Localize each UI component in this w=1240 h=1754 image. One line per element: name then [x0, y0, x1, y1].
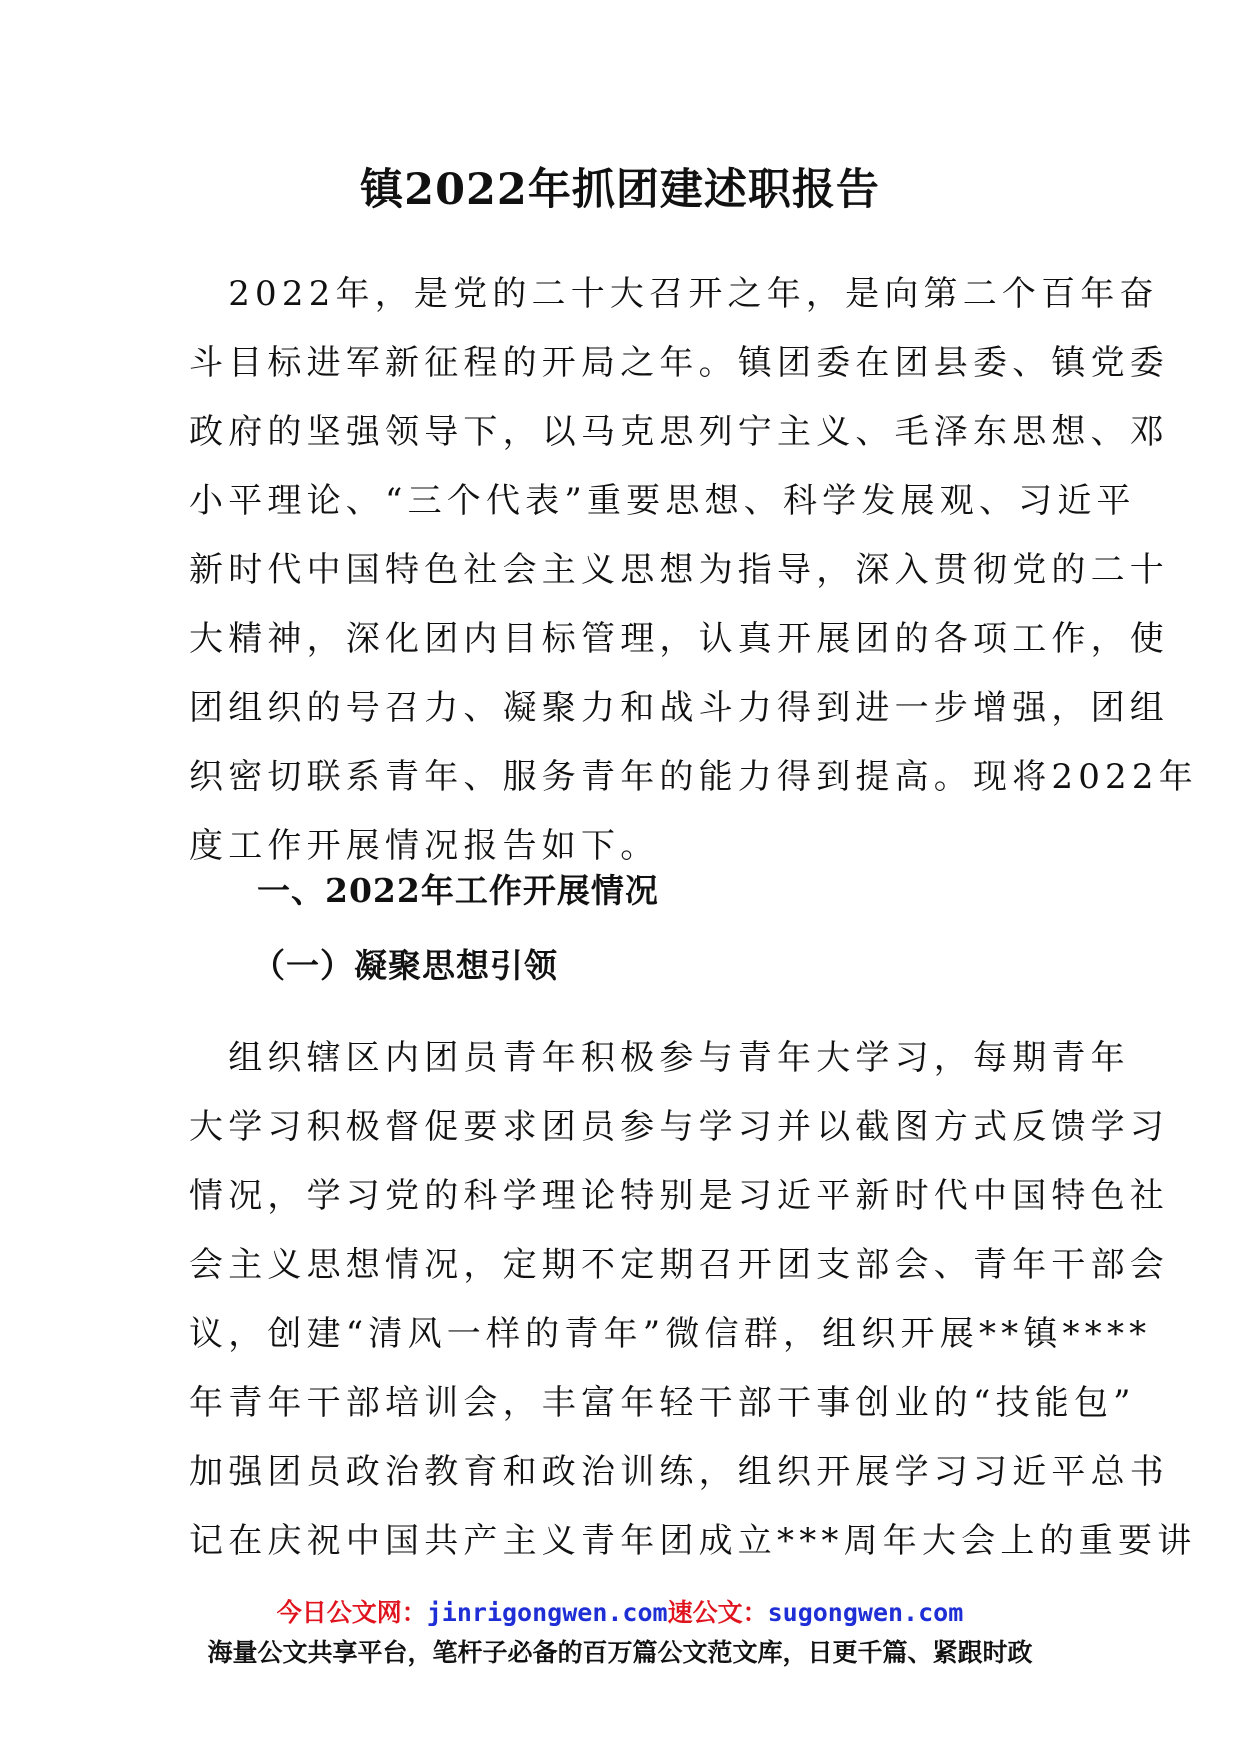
paragraph-line: 大学习积极督促要求团员参与学习并以截图方式反馈学习: [189, 1107, 1169, 1147]
subsection-heading: （一）凝聚思想引领: [252, 946, 558, 985]
paragraph-line: 团组织的号召力、凝聚力和战斗力得到进一步增强，团组: [189, 688, 1169, 728]
site1-name: 今日公文网：: [276, 1598, 427, 1627]
paragraph-line: 记在庆祝中国共产主义青年团成立***周年大会上的重要讲: [189, 1521, 1197, 1561]
document-title: 镇2022年抓团建述职报告: [360, 165, 880, 215]
paragraph-line: 加强团员政治教育和政治训练，组织开展学习习近平总书: [189, 1452, 1169, 1492]
paragraph-line: 新时代中国特色社会主义思想为指导，深入贯彻党的二十: [189, 550, 1169, 590]
section-heading: 一、2022年工作开展情况: [257, 871, 659, 910]
site1-link[interactable]: jinrigongwen.com: [426, 1598, 668, 1627]
paragraph-line: 2022年，是党的二十大召开之年，是向第二个百年奋: [189, 274, 1159, 314]
footer-slogan: 海量公文共享平台，笔杆子必备的百万篇公文范文库，日更千篇、紧跟时政: [207, 1638, 1033, 1667]
site2-link[interactable]: sugongwen.com: [767, 1598, 964, 1627]
paragraph-line: 情况，学习党的科学理论特别是习近平新时代中国特色社: [189, 1176, 1169, 1216]
paragraph-line: 议，创建“清风一样的青年”微信群，组织开展**镇****: [189, 1314, 1152, 1354]
footer-links: [0, 1596, 1240, 1630]
section-paragraph: [189, 1024, 1197, 1624]
paragraph-line: 会主义思想情况，定期不定期召开团支部会、青年干部会: [189, 1245, 1169, 1285]
site2-name: 速公文：: [667, 1598, 768, 1627]
paragraph-line: 年青年干部培训会，丰富年轻干部干事创业的“技能包”: [189, 1383, 1136, 1423]
paragraph-line: 斗目标进军新征程的开局之年。镇团委在团县委、镇党委: [189, 343, 1169, 383]
paragraph-line: 度工作开展情况报告如下。: [189, 826, 660, 866]
paragraph-line: 大精神，深化团内目标管理，认真开展团的各项工作，使: [189, 619, 1169, 659]
paragraph-line: 小平理论、“三个代表”重要思想、科学发展观、习近平: [189, 481, 1136, 521]
paragraph-line: 织密切联系青年、服务青年的能力得到提高。现将2022年: [189, 757, 1198, 797]
paragraph-line: 组织辖区内团员青年积极参与青年大学习，每期青年: [189, 1038, 1130, 1078]
intro-paragraph: [189, 260, 1198, 866]
paragraph-line: 政府的坚强领导下，以马克思列宁主义、毛泽东思想、邓: [189, 412, 1169, 452]
